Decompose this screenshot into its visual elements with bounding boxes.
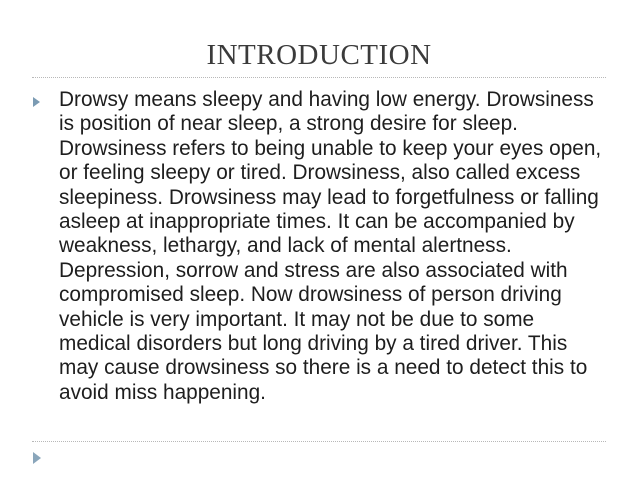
triangle-bullet-icon — [33, 97, 40, 107]
bullet-paragraph: Drowsy means sleepy and having low energy. Drowsiness is position of near sleep, a strong desire for sleep. Drowsiness refers to being unable to keep your eyes open, or feeling sleepy or tired. Drowsiness, also called excess sleepiness. Drowsiness may lead to forgetfulness or falling asleep at inappropriate times. It can be accompanied by weakness, lethargy, and lack of mental alertness. Depression, sorrow and stress are also associated with compromised sleep. Now drowsiness of person driving vehicle is very important. It may not be due to some medical disorders but long driving by a tired driver. This may cause drowsiness so there is a need to detect this to avoid miss happening. — [59, 88, 602, 404]
footer-divider — [32, 441, 606, 442]
slide-title: INTRODUCTION — [206, 39, 432, 71]
triangle-footer-icon — [33, 452, 41, 464]
title-divider — [32, 77, 606, 78]
